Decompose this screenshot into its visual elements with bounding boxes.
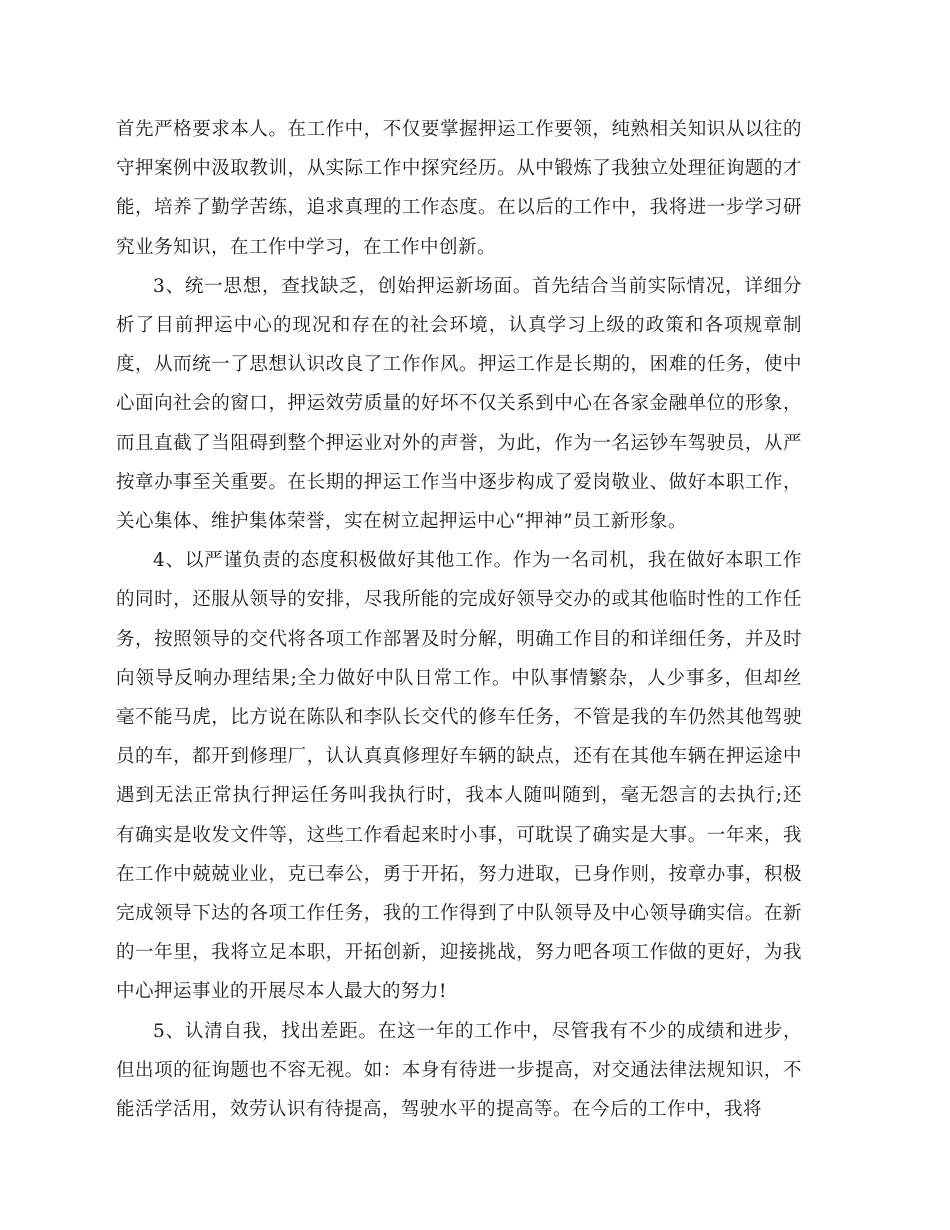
paragraph-section-5: 5、认清自我，找出差距。在这一年的工作中，尽管我有不少的成绩和进步，但出项的征询题也不容无视。如：本身有待进一步提高，对交通法律法规知识，不能活学活用，效劳认识有待提高，驾驶水平的提高等。在今后的工作中，我将	[116, 1020, 802, 1121]
paragraph-continuation: 首先严格要求本人。在工作中，不仅要掌握押运工作要领，纯熟相关知识从以往的守押案例中汲取教训，从实际工作中探究经历。从中锻炼了我独立处理征询题的才能，培养了勤学苦练，追求真理的工作态度。在以后的工作中，我将进一步学习研究业务知识，在工作中学习，在工作中创新。	[116, 119, 802, 258]
paragraph-section-4: 4、以严谨负责的态度积极做好其他工作。作为一名司机，我在做好本职工作的同时，还服从领导的安排，尽我所能的完成好领导交办的或其他临时性的工作任务，按照领导的交代将各项工作部署及时分解，明确工作目的和详细任务，并及时向领导反响办理结果;全力做好中队日常工作。中队事情繁杂，人少事多，但却丝毫不能马虎，比方说在陈队和李队长交代的修车任务，不管是我的车仍然其他驾驶员的车，都开到修理厂，认认真真修理好车辆的缺点，还有在其他车辆在押运途中遇到无法正常执行押运任务叫我执行时，我本人随叫随到，毫无怨言的去执行;还有确实是收发文件等，这些工作看起来时小事，可耽误了确实是大事。一年来，我在工作中兢兢业业，克已奉公，勇于开拓，努力进取，已身作则，按章办事，积极完成领导下达的各项工作任务，我的工作得到了中队领导及中心领导确实信。在新的一年里，我将立足本职，开拓创新，迎接挑战，努力吧各项工作做的更好，为我中心押运事业的开展尽本人最大的努力!	[116, 550, 802, 1003]
document-body	[116, 110, 802, 1129]
paragraph-section-3: 3、统一思想，查找缺乏，创始押运新场面。首先结合当前实际情况，详细分析了目前押运中心的现况和存在的社会环境，认真学习上级的政策和各项规章制度，从而统一了思想认识改良了工作作风。押运工作是长期的，困难的任务，使中心面向社会的窗口，押运效劳质量的好坏不仅关系到中心在各家金融单位的形象，而且直截了当阻碍到整个押运业对外的声誉，为此，作为一名运钞车驾驶员，从严按章办事至关重要。在长期的押运工作当中逐步构成了爱岗敬业、做好本职工作，关心集体、维护集体荣誉，实在树立起押运中心“押神”员工新形象。	[116, 275, 802, 533]
